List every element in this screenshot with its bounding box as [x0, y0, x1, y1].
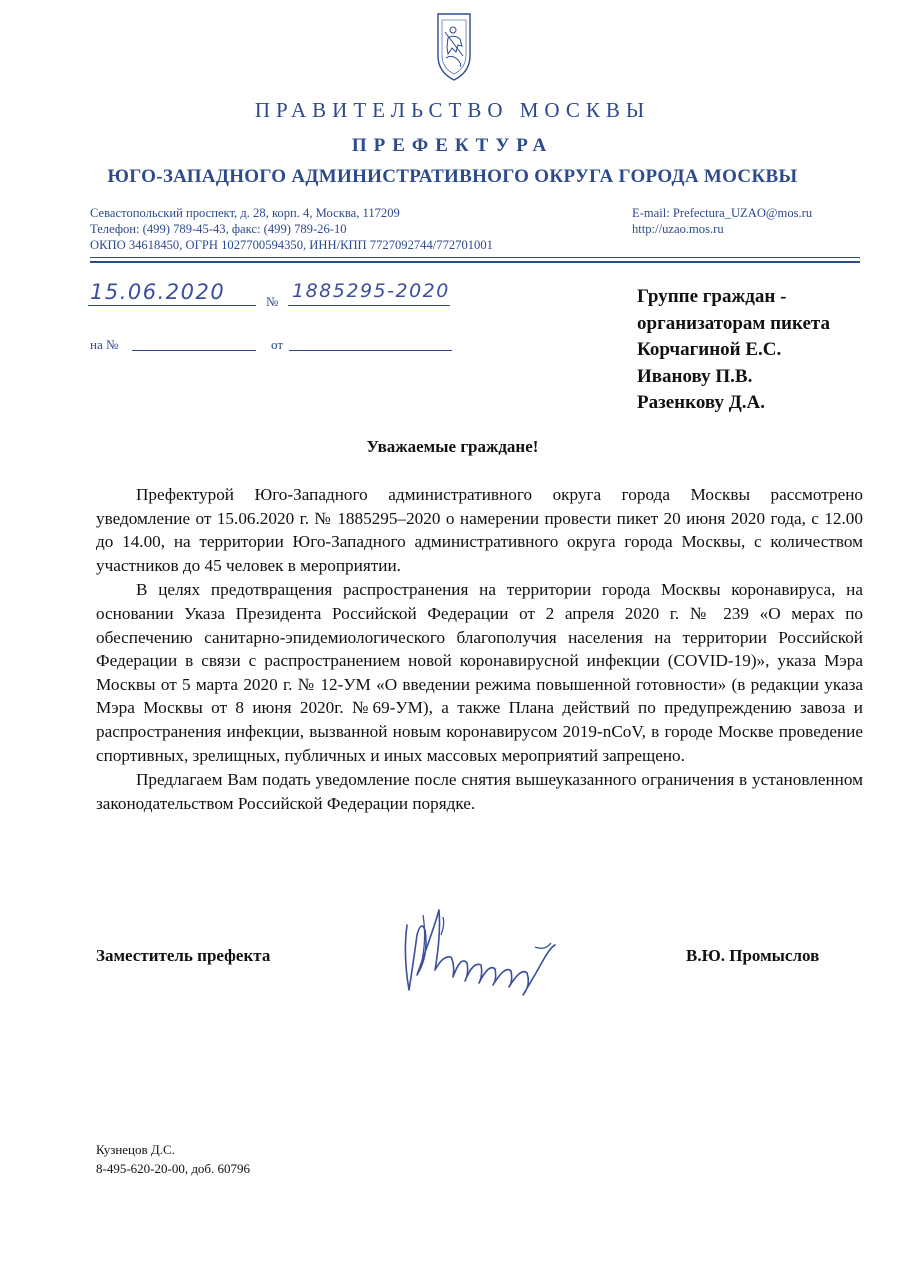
signatory-name: В.Ю. Промыслов — [686, 946, 820, 965]
website-line: http://uzao.mos.ru — [632, 222, 724, 236]
header-divider-thin — [90, 257, 860, 258]
body-paragraph: Префектурой Юго-Западного административного округа города Москвы рассмотрено уведомление от 15.06.2020 г. № 1885295–2020 о намерении провести пикет 20 июня 2020 года, с 12.00 до 14.00, на территории Юго-Западного административного округа города Москвы, с количеством участников до 45 человек в мероприятии. — [96, 485, 863, 575]
codes-line: ОКПО 34618450, ОГРН 1027700594350, ИНН/КПП 7727092744/772701001 — [90, 238, 493, 252]
addressee-line: Группе граждан - — [637, 286, 787, 307]
ref-underline — [132, 350, 256, 351]
address-line: Севастопольский проспект, д. 28, корп. 4, Москва, 117209 — [90, 206, 400, 220]
date-underline — [88, 305, 256, 306]
executor-phone: 8-495-620-20-00, доб. 60796 — [96, 1161, 251, 1176]
body-paragraph: Предлагаем Вам подать уведомление после снятия вышеуказанного ограничения в установленном законодательством Российской Федерации порядке. — [96, 770, 863, 813]
letter-body — [96, 483, 863, 815]
from-underline — [289, 350, 452, 351]
salutation: Уважаемые граждане! — [366, 437, 539, 456]
signatory-role: Заместитель префекта — [96, 946, 271, 965]
executor-block — [96, 1140, 250, 1178]
addressee-line: организаторам пикета — [637, 312, 830, 334]
contacts-left — [90, 205, 493, 253]
registration-date: 15.06.2020 — [90, 280, 226, 304]
email-line: E-mail: Prefectura_UZAO@mos.ru — [632, 206, 813, 220]
handwritten-signature-icon — [395, 895, 575, 1005]
header-divider-thick — [90, 261, 860, 263]
phone-line: Телефон: (499) 789-45-43, факс: (499) 789-26-10 — [90, 222, 347, 236]
okrug-title: ЮГО-ЗАПАДНОГО АДМИНИСТРАТИВНОГО ОКРУГА ГОРОДА МОСКВЫ — [107, 166, 798, 187]
government-title: ПРАВИТЕЛЬСТВО МОСКВЫ — [254, 98, 651, 122]
number-label: № — [266, 294, 279, 309]
addressee-block — [637, 284, 830, 417]
ref-label: на № — [90, 337, 119, 352]
addressee-line: Корчагиной Е.С. — [637, 339, 782, 360]
body-paragraph: В целях предотвращения распространения на территории города Москвы коронавируса, на основании Указа Президента Российской Федерации от 2 апреля 2020 г. № 239 «О мерах по обеспечению санитарно-эпидемиологического благополучия населения на территории Российской Федерации в связи с распространением новой коронавирусной инфекции (COVID-19)», указа Мэра Москвы от 5 марта 2020 г. № 12-УМ «О введении режима повышенной готовности» (в редакции указа Мэра Москвы от 8 июня 2020г. №69-УМ), а также Плана действий по предупреждению завоза и распространения инфекции, вызванной новым коронавирусом 2019-nCoV, в городе Москве проведение спортивных, зрелищных, публичных и иных массовых мероприятий запрещено. — [96, 580, 863, 765]
executor-name: Кузнецов Д.С. — [96, 1142, 175, 1157]
contacts-right — [632, 205, 812, 237]
registration-number: 1885295-2020 — [292, 280, 450, 302]
addressee-line: Иванову П.В. — [637, 365, 753, 387]
from-label: от — [271, 337, 284, 352]
prefecture-title: ПРЕФЕКТУРА — [351, 135, 554, 156]
addressee-line: Разенкову Д.А. — [637, 392, 765, 413]
number-underline — [288, 305, 450, 306]
moscow-coat-of-arms-icon — [436, 12, 472, 82]
